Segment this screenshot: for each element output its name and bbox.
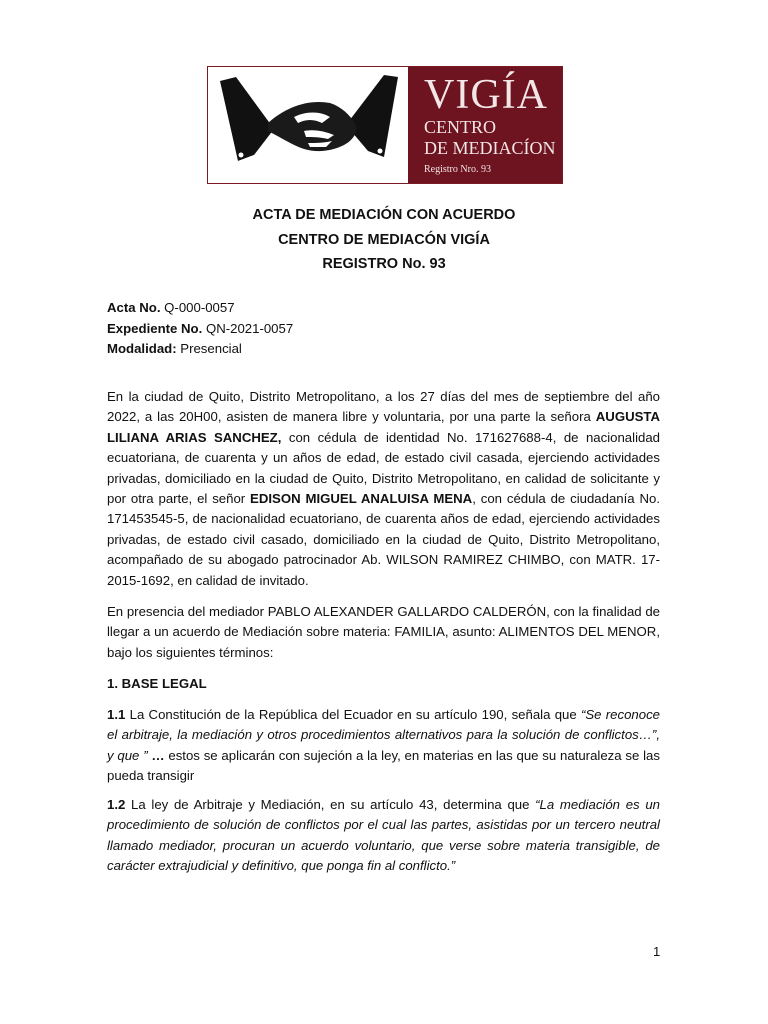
logo-brand: VIGÍA	[424, 72, 548, 118]
p1-ellipsis: …	[151, 747, 165, 763]
intro-name-2: EDISON MIGUEL ANALUISA MENA	[250, 491, 473, 507]
section-1-heading: 1. BASE LEGAL	[107, 676, 207, 691]
p1-text-1: La Constitución de la República del Ecuador en su artículo 190, señala que	[125, 707, 581, 722]
p2-text-1: La ley de Arbitraje y Mediación, en su artículo 43, determina que	[125, 797, 536, 812]
paragraph-1-1	[107, 705, 660, 787]
title-line3: REGISTRO No. 93	[322, 256, 446, 272]
paragraph-1-2	[107, 795, 660, 877]
title-line1: ACTA DE MEDIACIÓN CON ACUERDO	[252, 207, 516, 223]
p2-number: 1.2	[107, 797, 126, 812]
acta-label: Acta No.	[107, 300, 161, 315]
intro-text-2: con cédula de identidad No. 171627688-4, de nacionalidad ecuatoriana, de cuarenta y un años de edad, de estado civil casada, ejerciendo actividades privadas, domiciliado en la ciudad de Quito, Distrito Metropolitano, en calidad de solicitante y por otra parte, el señor	[107, 429, 661, 507]
modalidad-line	[107, 341, 242, 356]
expediente-label: Expediente No.	[107, 321, 203, 336]
logo-line1: CENTRO	[424, 117, 496, 137]
intro-text-3: , con cédula de ciudadanía No. 171453545-5, de nacionalidad ecuatoriano, de cuarenta años de edad, ejerciendo actividades privadas, de estado civil casado, domiciliado en la ciudad de Quito, Distrito Metropolitano, acompañado de su abogado patrocinador Ab. WILSON RAMIREZ CHIMBO, con MATR. 17-2015-1692, en calidad de invitado.	[107, 491, 661, 588]
p1-text-2: estos se aplicarán con sujeción a la ley, en materias en las que su naturaleza se las pueda transigir	[107, 747, 660, 784]
modalidad-value: Presencial	[180, 341, 242, 356]
handshake-icon	[208, 67, 408, 183]
intro-paragraph	[107, 387, 660, 591]
modalidad-label: Modalidad:	[107, 341, 177, 356]
logo-line2: DE MEDIACÍON	[424, 138, 556, 158]
p2-end: .”	[447, 858, 456, 874]
acta-value: Q-000-0057	[164, 300, 235, 315]
expediente-value: QN-2021-0057	[205, 321, 294, 336]
logo-registro: Registro Nro. 93	[424, 164, 491, 175]
p1-quote: “Se reconoce el arbitraje, la mediación y otros procedimientos alternativos para la solución de conflictos…”, y que ”	[107, 707, 661, 763]
title-line2: CENTRO DE MEDIACÓN VIGÍA	[278, 232, 490, 248]
acta-line	[107, 300, 235, 315]
p2-quote: “La mediación es un procedimiento de solución de conflictos por el cual las partes, asistidas por un tercero neutral llamado mediador, procuran un acuerdo voluntario, que verse sobre materia transigible, de carácter extrajudicial y definitivo, que ponga fin al conflicto	[107, 797, 660, 874]
p1-number: 1.1	[107, 707, 126, 722]
page-number: 1	[653, 944, 661, 959]
intro-name-1: AUGUSTA LILIANA ARIAS SANCHEZ,	[107, 409, 660, 445]
presence-paragraph: En presencia del mediador PABLO ALEXANDER GALLARDO CALDERÓN, con la finalidad de llegar a un acuerdo de Mediación sobre materia: FAMILIA, asunto: ALIMENTOS DEL MENOR, bajo los siguientes términos:	[107, 604, 660, 660]
intro-text-1: En la ciudad de Quito, Distrito Metropolitano, a los 27 días del mes de septiembre del año 2022, a las 20H00, asisten de manera libre y voluntaria, por una parte la señora	[107, 389, 660, 425]
expediente-line	[107, 321, 293, 336]
logo	[207, 66, 563, 184]
logo-text-panel	[408, 67, 562, 183]
